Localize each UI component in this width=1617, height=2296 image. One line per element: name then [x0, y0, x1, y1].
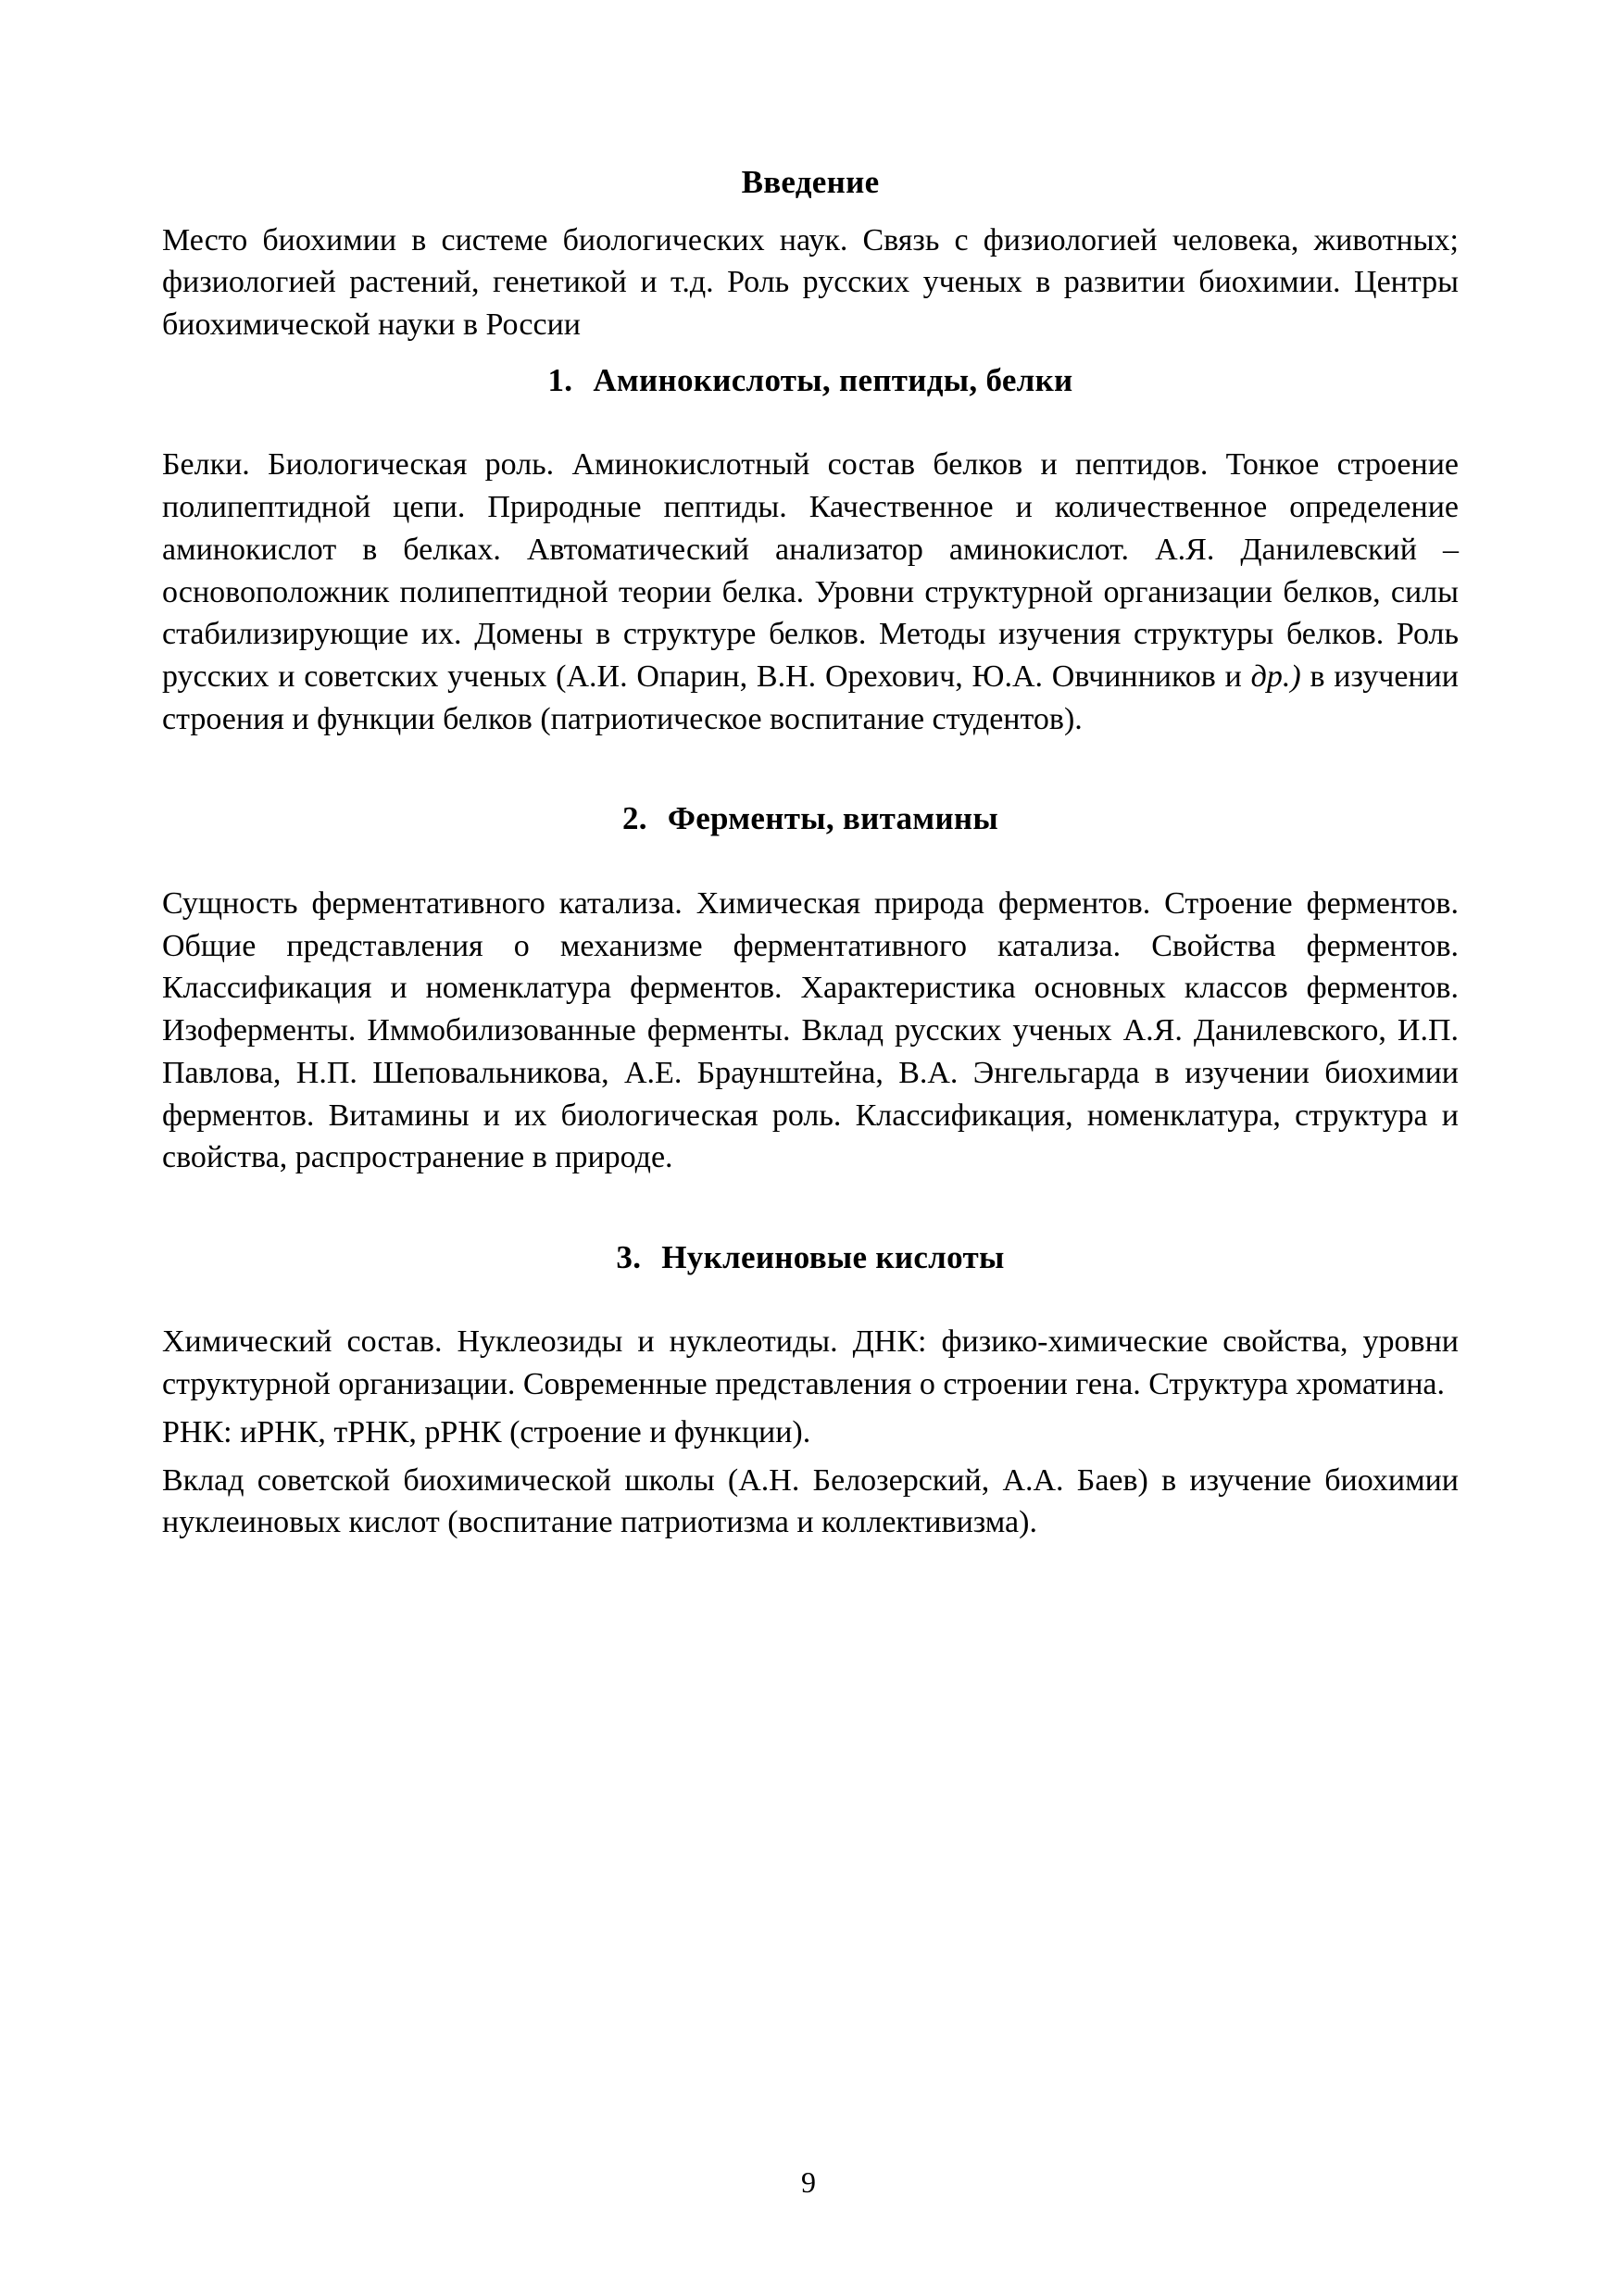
section-1-paragraph-part1: Белки. Биологическая роль. Аминокислотный состав белков и пептидов. Тонкое строение полипептидной цепи. Природные пептиды. Качественное и количественное определение аминокислот в белках. Автоматический анализатор аминокислот. А.Я. Данилевский – основоположник полипептидной теории белка. Уровни структурной организации белков, силы стабилизирующие их. Домены в структуре белков. Методы изучения структуры белков. Роль русских и советских ученых (А.И. Опарин, В.Н. Орехович, Ю.А. Овчинников и	[162, 447, 1459, 694]
page-content	[162, 162, 1459, 1544]
section-title-2: Ферменты, витамины	[667, 800, 999, 837]
section-heading-1	[162, 359, 1459, 402]
section-number-2: 2.	[621, 800, 647, 837]
section-3-paragraph-2: РНК: иРНК, тРНК, рРНК (строение и функции).	[162, 1414, 811, 1449]
section-1-paragraph-part2: в изучении строения и функции белков (патриотическое воспитание студентов).	[162, 659, 1459, 736]
section-2-paragraph: Сущность ферментативного катализа. Химическая природа ферментов. Строение ферментов. Общие представления о механизме ферментативного катализа. Свойства ферментов. Классификация и номенклатура ферментов. Характеристика основных классов ферментов. Изоферменты. Иммобилизованные ферменты. Вклад русских ученых А.Я. Данилевского, И.П. Павлова, Н.П. Шеповальникова, А.Е. Браунштейна, В.А. Энгельгарда в изучении биохимии ферментов. Витамины и их биологическая роль. Классификация, номенклатура, структура и свойства, распространение в природе.	[162, 885, 1459, 1175]
page-number: 9	[801, 2165, 816, 2199]
section-heading-2	[162, 797, 1459, 840]
section-number-1: 1.	[547, 361, 573, 398]
section-heading-3	[162, 1236, 1459, 1279]
section-3-paragraph-3: Вклад советской биохимической школы (А.Н. Белозерский, А.А. Баев) в изучение биохимии нуклеиновых кислот (воспитание патриотизма и коллективизма).	[162, 1462, 1459, 1540]
section-1-paragraph-italic: др.)	[1250, 659, 1301, 694]
intro-heading: Введение	[741, 164, 880, 200]
section-3-paragraph-1: Химический состав. Нуклеозиды и нуклеотиды. ДНК: физико-химические свойства, уровни структурной организации. Современные представления о строении гена. Структура хроматина.	[162, 1324, 1459, 1402]
section-number-3: 3.	[616, 1238, 642, 1275]
section-title-1: Аминокислоты, пептиды, белки	[593, 361, 1073, 398]
section-1-paragraph	[162, 444, 1459, 740]
intro-paragraph: Место биохимии в системе биологических наук. Связь с физиологией человека, животных; физиологией растений, генетикой и т.д. Роль русских ученых в развитии биохимии. Центры биохимической науки в России	[162, 222, 1459, 343]
section-title-3: Нуклеиновые кислоты	[661, 1238, 1005, 1275]
